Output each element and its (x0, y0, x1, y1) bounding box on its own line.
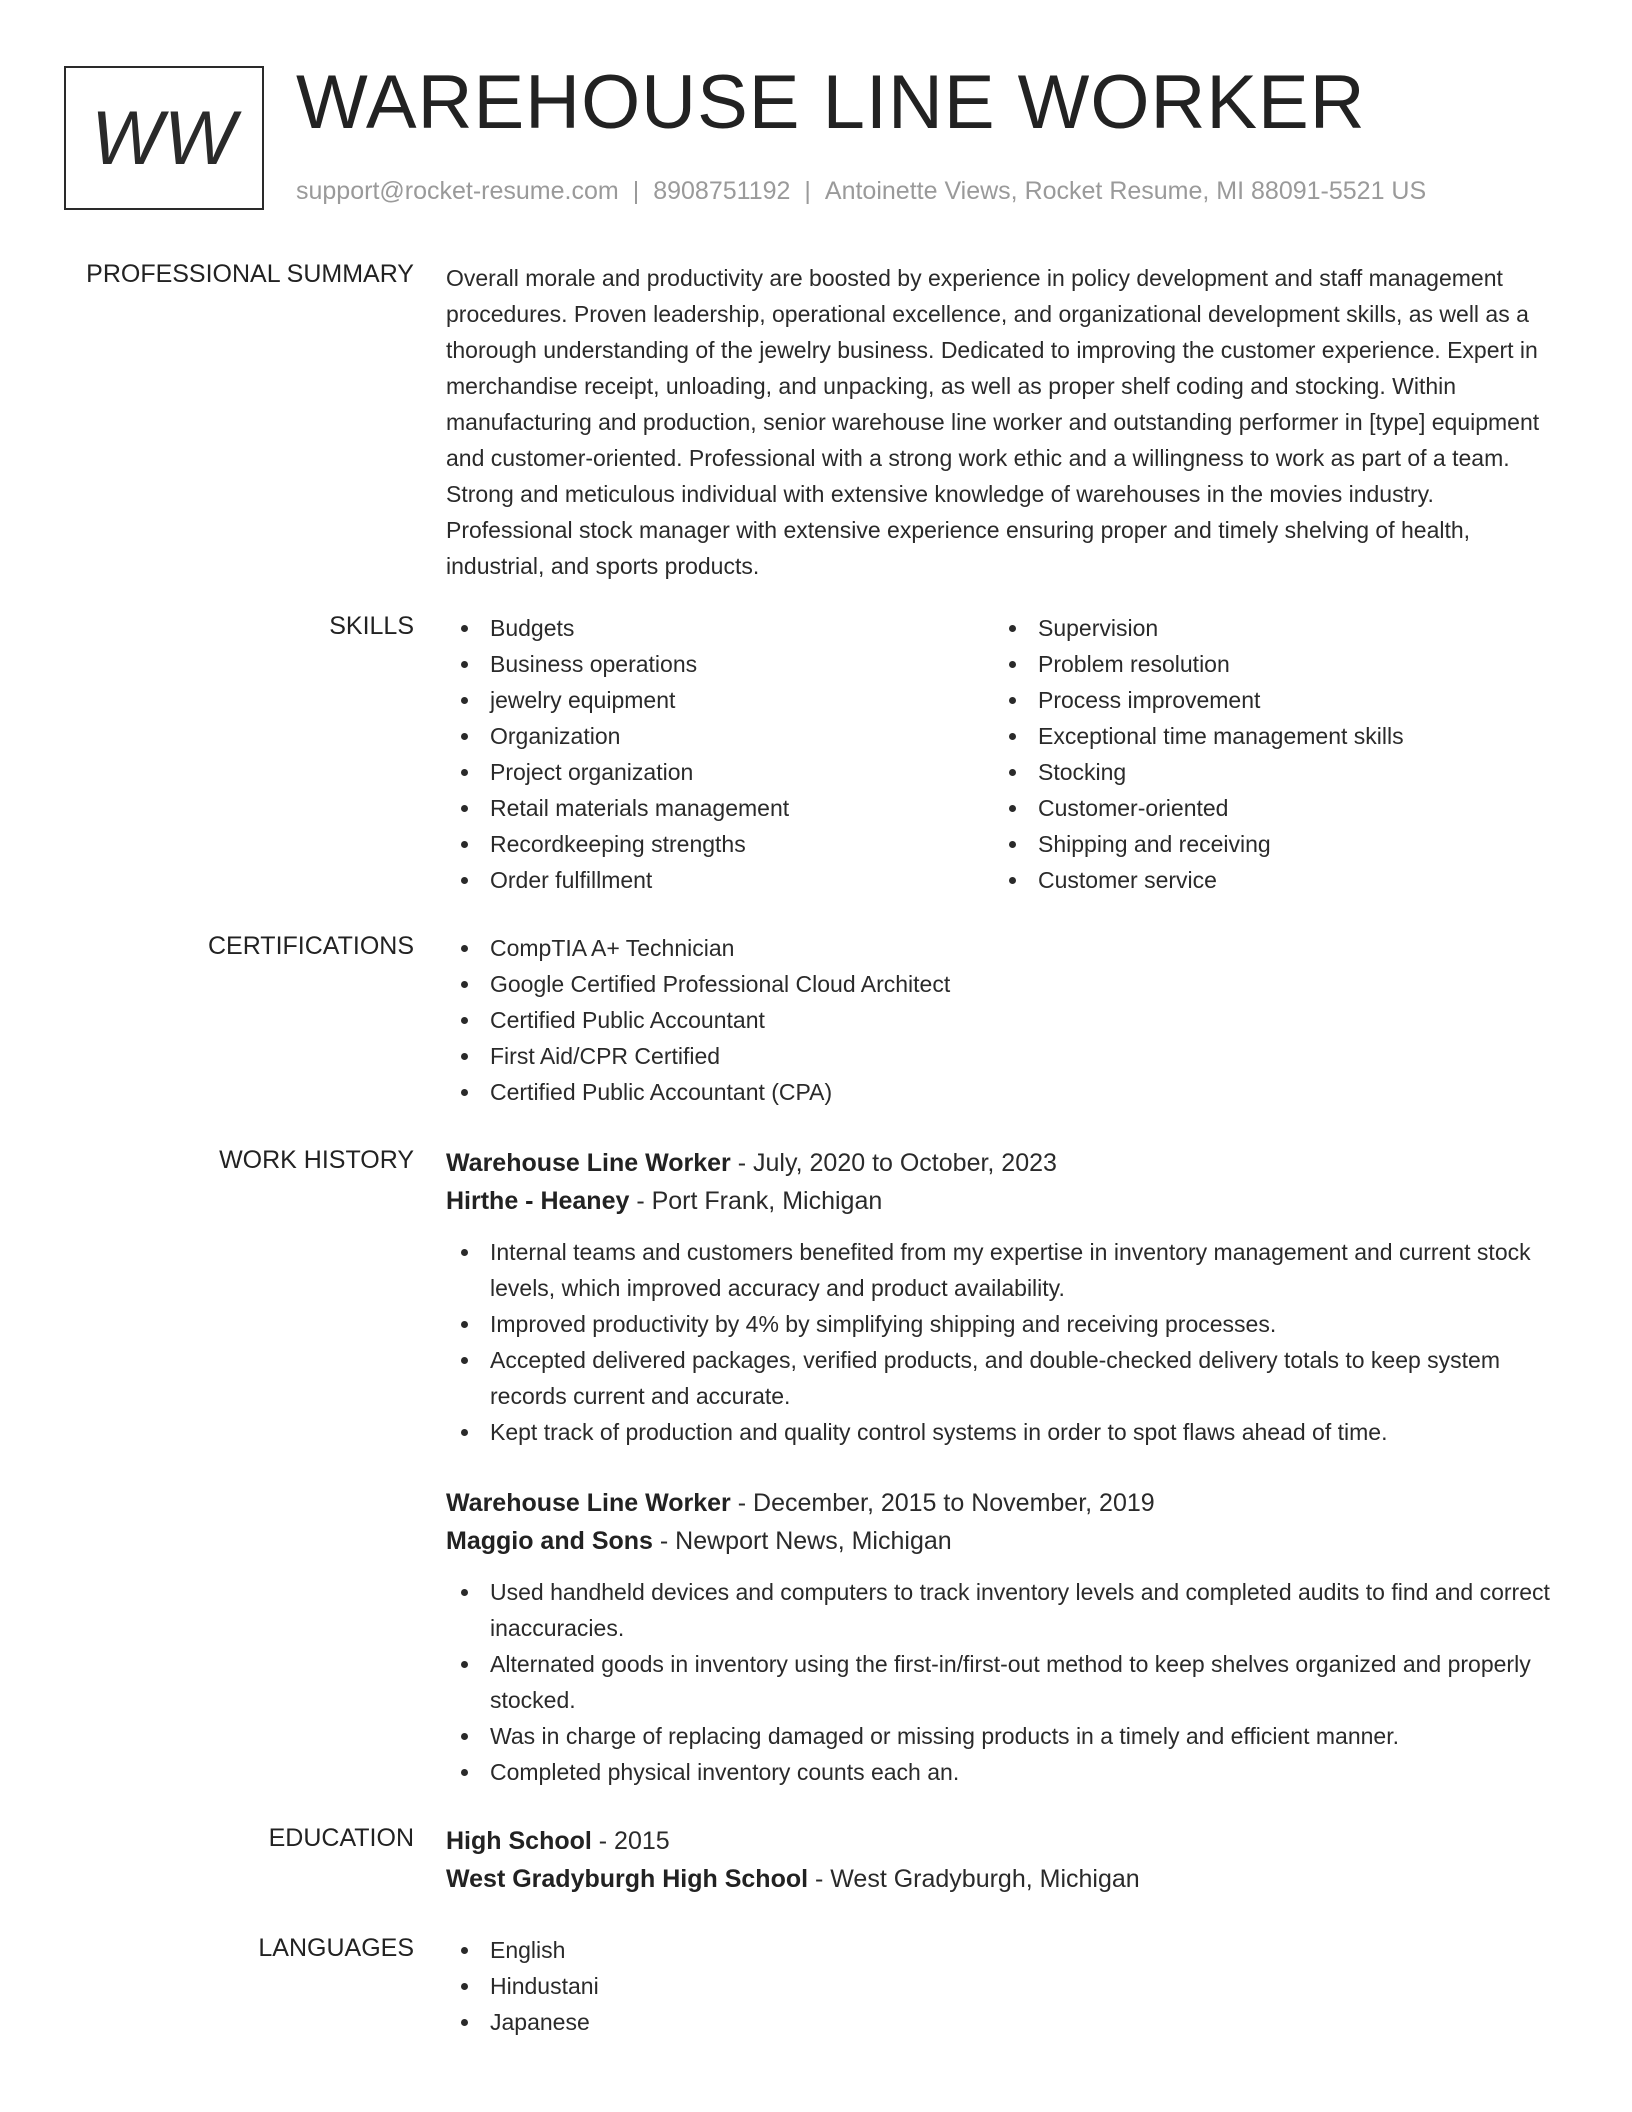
resume-title: WAREHOUSE LINE WORKER (296, 60, 1366, 145)
contact-separator: | (632, 177, 640, 205)
list-item: English (446, 1932, 1566, 1968)
job-dates: - December, 2015 to November, 2019 (730, 1489, 1155, 1517)
languages-list (446, 1932, 1566, 2040)
section-title-summary: PROFESSIONAL SUMMARY (86, 260, 414, 288)
work-history-body (446, 1144, 1566, 1790)
skills-list-right (994, 610, 1554, 898)
list-item: Supervision (994, 610, 1554, 646)
list-item: jewelry equipment (446, 682, 994, 718)
job-title-line (446, 1144, 1566, 1182)
contact-email[interactable]: support@rocket-resume.com (296, 177, 619, 205)
contact-address: Antoinette Views, Rocket Resume, MI 88091-5521 US (824, 177, 1427, 205)
job-entry (446, 1484, 1566, 1790)
education-degree-line (446, 1822, 1566, 1860)
section-title-certifications: CERTIFICATIONS (207, 932, 414, 960)
monogram-box (64, 66, 264, 210)
job-role: Warehouse Line Worker (446, 1149, 731, 1177)
contact-phone[interactable]: 8908751192 (653, 177, 791, 205)
list-item: Organization (446, 718, 994, 754)
list-item: Improved productivity by 4% by simplifying shipping and receiving processes. (446, 1306, 1566, 1342)
list-item: Stocking (994, 754, 1554, 790)
skills-grid (446, 610, 1566, 898)
languages-body (446, 1932, 1566, 2040)
monogram-initials: WW (91, 95, 237, 181)
list-item: Customer service (994, 862, 1554, 898)
job-company: Hirthe - Heaney (446, 1187, 630, 1215)
list-item: Was in charge of replacing damaged or missing products in a timely and efficient manner. (446, 1718, 1566, 1754)
job-title-line (446, 1484, 1566, 1522)
job-company-line (446, 1182, 1566, 1220)
job-company-line (446, 1522, 1566, 1560)
skills-list-left (446, 610, 994, 898)
list-item: Order fulfillment (446, 862, 994, 898)
certifications-body (446, 930, 1566, 1110)
education-location: - West Gradyburgh, Michigan (808, 1865, 1140, 1893)
education-body (446, 1822, 1566, 1898)
list-item: CompTIA A+ Technician (446, 930, 1566, 966)
job-role: Warehouse Line Worker (446, 1489, 731, 1517)
list-item: Accepted delivered packages, verified products, and double-checked delivery totals to keep system records current and accurate. (446, 1342, 1566, 1414)
section-title-skills: SKILLS (329, 612, 414, 640)
list-item: Kept track of production and quality control systems in order to spot flaws ahead of time. (446, 1414, 1566, 1450)
section-title-education: EDUCATION (268, 1824, 414, 1852)
job-dates: - July, 2020 to October, 2023 (730, 1149, 1057, 1177)
list-item: Hindustani (446, 1968, 1566, 2004)
list-item: Customer-oriented (994, 790, 1554, 826)
list-item: Business operations (446, 646, 994, 682)
list-item: Alternated goods in inventory using the first-in/first-out method to keep shelves organized and properly stocked. (446, 1646, 1566, 1718)
job-bullets (446, 1234, 1566, 1450)
education-degree: High School (446, 1827, 592, 1855)
section-title-languages: LANGUAGES (258, 1934, 414, 1962)
job-bullets (446, 1574, 1566, 1790)
certifications-list (446, 930, 1566, 1110)
job-location: - Newport News, Michigan (652, 1527, 952, 1555)
summary-text: Overall morale and productivity are boosted by experience in policy development and staff management procedures. Proven leadership, operational excellence, and organizational development skills, as well as a thorough understanding of the jewelry business. Dedicated to improving the customer experience. Expert in merchandise receipt, unloading, and unpacking, as well as proper shelf coding and stocking. Within manufacturing and production, senior warehouse line worker and outstanding performer in [type] equipment and customer-oriented. Professional with a strong work ethic and a willingness to work as part of a team. Strong and meticulous individual with extensive knowledge of warehouses in the movies industry. Professional stock manager with extensive experience ensuring proper and timely shelving of health, industrial, and sports products. (446, 265, 1540, 579)
list-item: Completed physical inventory counts each an. (446, 1754, 1566, 1790)
job-entry (446, 1144, 1566, 1450)
list-item: Internal teams and customers benefited from my expertise in inventory management and current stock levels, which improved accuracy and product availability. (446, 1234, 1566, 1306)
list-item: Recordkeeping strengths (446, 826, 994, 862)
list-item: Google Certified Professional Cloud Architect (446, 966, 1566, 1002)
section-title-work-history: WORK HISTORY (219, 1146, 414, 1174)
list-item: Certified Public Accountant (CPA) (446, 1074, 1566, 1110)
contact-separator: | (804, 177, 811, 205)
list-item: Budgets (446, 610, 994, 646)
list-item: First Aid/CPR Certified (446, 1038, 1566, 1074)
list-item: Retail materials management (446, 790, 994, 826)
education-school: West Gradyburgh High School (446, 1865, 809, 1893)
list-item: Problem resolution (994, 646, 1554, 682)
list-item: Used handheld devices and computers to track inventory levels and completed audits to find and correct inaccuracies. (446, 1574, 1566, 1646)
education-school-line (446, 1860, 1566, 1898)
list-item: Process improvement (994, 682, 1554, 718)
job-location: - Port Frank, Michigan (629, 1187, 883, 1215)
education-year: - 2015 (591, 1827, 670, 1855)
list-item: Project organization (446, 754, 994, 790)
resume-header (296, 58, 1596, 206)
contact-line (296, 176, 1596, 206)
list-item: Shipping and receiving (994, 826, 1554, 862)
list-item: Japanese (446, 2004, 1566, 2040)
list-item: Exceptional time management skills (994, 718, 1554, 754)
list-item: Certified Public Accountant (446, 1002, 1566, 1038)
job-company: Maggio and Sons (446, 1527, 653, 1555)
